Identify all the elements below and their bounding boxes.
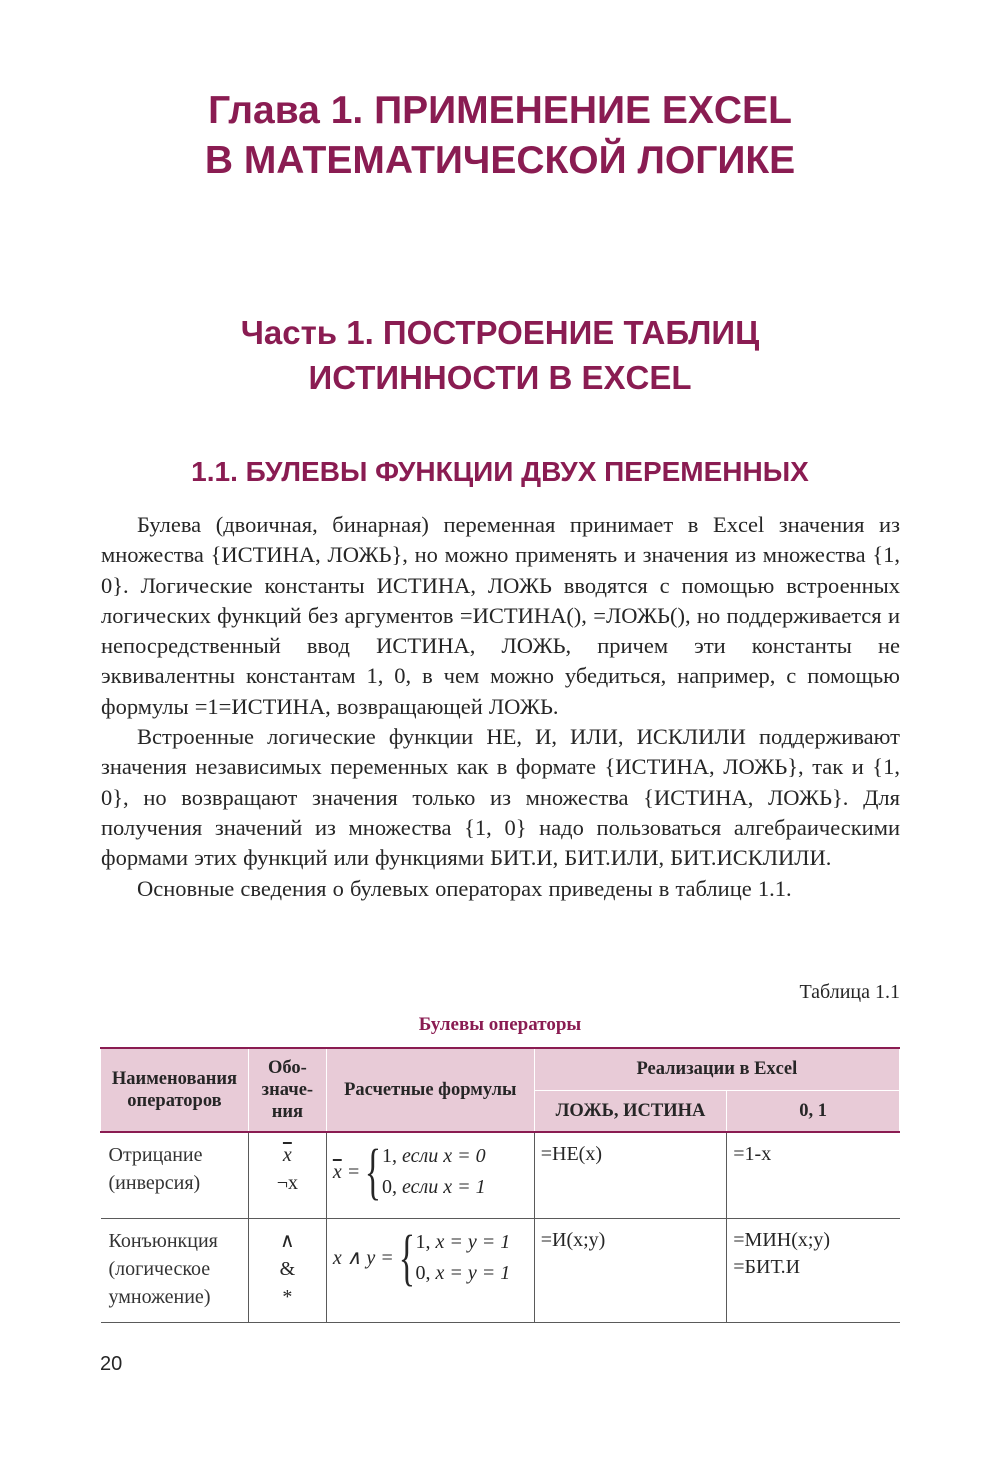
paragraph-3: Основные сведения о булевых операторах приведены в таблице 1.1. [137, 875, 792, 901]
operator-symbols [248, 1132, 326, 1218]
table-row-conjunction [101, 1218, 900, 1322]
negation-formula [332, 1138, 528, 1206]
excel-num-impl [727, 1218, 900, 1322]
left-brace: { [364, 1138, 382, 1206]
section-title: 1.1. БУЛЕВЫ ФУНКЦИИ ДВУХ ПЕРЕМЕННЫХ [191, 456, 809, 487]
formula-cell [326, 1132, 534, 1218]
chapter-title [60, 86, 940, 186]
formula-lhs-var: $\overline{x}$ [332, 1160, 342, 1183]
excel-formula: =НЕ(x) [540, 1143, 602, 1165]
excel-formula: =БИТ.И [733, 1255, 801, 1278]
part-title [60, 310, 940, 400]
formula-cases [382, 1141, 486, 1203]
symbol-x-bar: $\overline{x}$ [282, 1144, 292, 1166]
case-value: 0, [381, 1176, 397, 1198]
case-condition: x = y = 1 [435, 1230, 511, 1253]
header-excel-num: 0, 1 [727, 1090, 900, 1132]
excel-bool-impl [534, 1132, 727, 1218]
case-condition: если x = 0 [401, 1145, 486, 1167]
case-condition: если x = 1 [401, 1176, 486, 1198]
left-brace: { [398, 1223, 415, 1292]
operator-name-line: Конъюнкция [108, 1229, 218, 1252]
header-excel-bool: ЛОЖЬ, ИСТИНА [534, 1090, 727, 1132]
operator-name-line: умножение) [108, 1285, 211, 1308]
operator-name [101, 1218, 249, 1322]
operator-name-line: (логическое [108, 1257, 211, 1280]
part-title-line-2: ИСТИННОСТИ В EXCEL [308, 359, 692, 396]
table-caption: Булевы операторы [418, 1014, 582, 1035]
case-value: 0, [415, 1261, 431, 1284]
formula-cases [415, 1227, 510, 1289]
chapter-title-line-1: Глава 1. ПРИМЕНЕНИЕ EXCEL [208, 89, 792, 132]
header-notation-line-1: Обо- [267, 1058, 307, 1078]
header-notation [248, 1048, 326, 1132]
operator-name-line: (инверсия) [108, 1172, 201, 1194]
header-formulas: Расчетные формулы [326, 1048, 534, 1132]
formula-case [415, 1227, 510, 1258]
excel-num-impl [727, 1132, 900, 1218]
header-operator-names [101, 1048, 249, 1132]
formula-lhs: x ∧ y = [332, 1247, 394, 1269]
symbol-ampersand: & [279, 1257, 296, 1280]
formula-cell [326, 1218, 534, 1322]
symbol-and: ∧ [280, 1229, 295, 1252]
header-notation-line-3: ния [271, 1102, 304, 1122]
table-row-negation [101, 1132, 900, 1218]
formula-lhs: $\overline{x}$ = [332, 1160, 361, 1183]
chapter-title-line-2: В МАТЕМАТИЧЕСКОЙ ЛОГИКЕ [204, 139, 796, 182]
excel-formula: =1-x [733, 1143, 772, 1165]
excel-formula: =МИН(x;y) [733, 1228, 831, 1251]
header-operator-names-line-2: операторов [127, 1091, 222, 1111]
formula-case [382, 1141, 486, 1172]
operator-symbols [248, 1218, 326, 1322]
page-number: 20 [100, 1353, 123, 1375]
excel-formula: =И(x;y) [540, 1228, 606, 1251]
header-operator-names-line-1: Наименования [111, 1069, 238, 1089]
header-notation-line-2: значе- [261, 1080, 314, 1100]
case-value: 1, [381, 1145, 397, 1167]
operator-name-line: Отрицание [108, 1144, 203, 1166]
symbol-not-x: ¬x [276, 1172, 299, 1194]
boolean-operators-table [100, 1047, 900, 1323]
formula-case [415, 1258, 510, 1289]
excel-bool-impl [534, 1218, 727, 1322]
paragraph-1: Булева (двоичная, бинарная) переменная принимает в Excel значения из множества {ИСТИНА, ЛОЖЬ}, но можно применять и значения из множества {1, 0}. Логические константы ИСТИНА, ЛОЖЬ вводятся с помощью встроенных логических функций без аргументов =ИСТИНА(), =ЛОЖЬ(), но поддерживается и непосредственный ввод ИСТИНА, ЛОЖЬ, причем эти константы не эквивалентны константам 1, 0, в чем можно убедиться, например, с помощью формулы =1=ИСТИНА, возвращающей ЛОЖЬ. [101, 512, 900, 719]
paragraph-2: Встроенные логические функции НЕ, И, ИЛИ, ИСКЛИЛИ поддерживают значения независимых переменных как в формате {ИСТИНА, ЛОЖЬ}, так и {1, 0}, но возвращают значения только из множества {ИСТИНА, ЛОЖЬ}. Для получения значений из множества {1, 0} надо пользоваться алгебраическими формами этих функций или функциями БИТ.И, БИТ.ИЛИ, БИТ.ИСКЛИЛИ. [101, 724, 900, 871]
operator-name [101, 1132, 249, 1218]
conjunction-formula [332, 1223, 528, 1292]
symbol-asterisk: * [282, 1285, 293, 1308]
formula-case [382, 1172, 486, 1203]
body-text [101, 510, 900, 904]
case-value: 1, [415, 1230, 431, 1253]
table-number-label: Таблица 1.1 [799, 981, 900, 1003]
header-excel-implementations: Реализации в Excel [534, 1048, 899, 1090]
case-condition: x = y = 1 [435, 1261, 511, 1284]
part-title-line-1: Часть 1. ПОСТРОЕНИЕ ТАБЛИЦ [240, 314, 760, 351]
